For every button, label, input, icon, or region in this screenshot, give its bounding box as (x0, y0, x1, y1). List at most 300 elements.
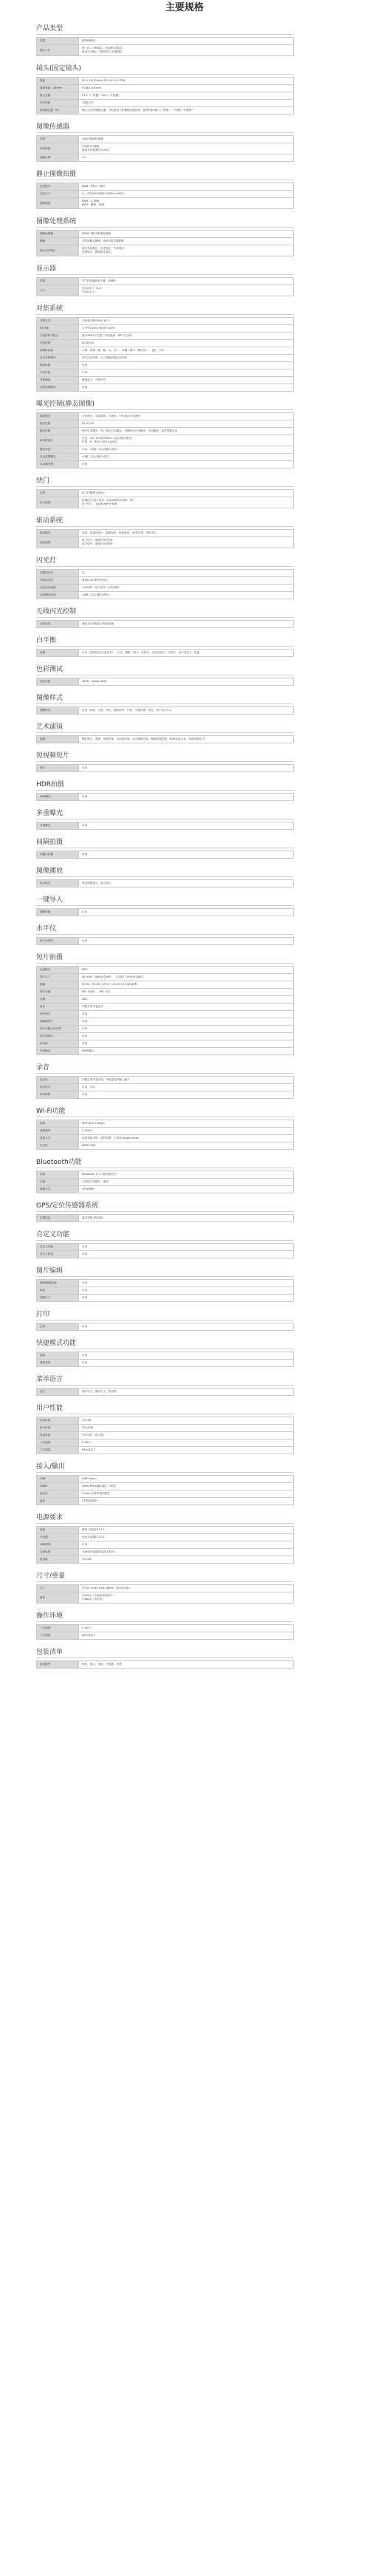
spec-key: USB供电 (37, 1541, 79, 1549)
spec-row (37, 794, 294, 801)
spec-value: RAW / JPEG / HEIF (79, 183, 294, 191)
spec-row (37, 183, 294, 191)
spec-value: 长时间曝光降噪、高ISO感光度降噪 (79, 238, 294, 245)
spec-row (37, 621, 294, 628)
spec-key: 色彩空间 (37, 678, 79, 686)
section-title: 显示器 (36, 265, 57, 273)
spec-key: 无线闪光 (37, 621, 79, 628)
spec-key: 打印 (37, 1323, 79, 1331)
section-divider (36, 905, 294, 906)
spec-value: 自动、手动 (79, 1084, 294, 1091)
spec-key: 类型 (37, 136, 79, 143)
spec-key: 自定义功能 (37, 1244, 79, 1251)
section-title: 静止图像拍摄 (36, 171, 77, 178)
spec-row (37, 1352, 294, 1360)
spec-value: 手动：±3级（以1/3级为单位） (79, 446, 294, 454)
spec-table (36, 1475, 294, 1505)
spec-value: 机械快门/电子前帘：1/4000秒至30秒、B门 电子快门：1/16000秒至30秒 (79, 497, 294, 508)
spec-key: 手动对焦 (37, 369, 79, 377)
spec-row (37, 1498, 294, 1505)
spec-value: 可用 (79, 938, 294, 945)
spec-key: 风声抑制 (37, 1091, 79, 1099)
spec-key: 可选择的对焦点 (37, 333, 79, 340)
spec-value: 1/250秒（电子前帘：1/250秒） (79, 585, 294, 592)
spec-table (36, 1323, 294, 1331)
spec-key: 图像质量 (37, 198, 79, 209)
spec-row (37, 100, 294, 107)
spec-value: 自动（氛围优先/白色优先）、日光、阴影、阴天、钨丝灯、白色荧光灯、闪光灯、用户自定义、色温 (79, 650, 294, 657)
spec-row (37, 938, 294, 945)
spec-row (37, 1360, 294, 1367)
section-divider (36, 761, 294, 762)
section-divider (36, 1581, 294, 1582)
spec-row (37, 1592, 294, 1604)
spec-table (36, 1417, 294, 1454)
spec-row (37, 1244, 294, 1251)
spec-row (37, 765, 294, 772)
spec-row (37, 822, 294, 830)
spec-value: 评价测光、局部测光、点测光、中央重点平均测光 (79, 413, 294, 420)
spec-row (37, 325, 294, 333)
spec-key: 降噪 (37, 238, 79, 245)
spec-table (36, 1243, 294, 1258)
spec-value: 约132.5×85.5×61.8mm（宽×高×深） (79, 1585, 294, 1592)
spec-row (37, 1323, 294, 1331)
section-title: 图像传感器 (36, 123, 70, 131)
spec-row (37, 413, 294, 420)
spec-key: 时间码 (37, 1040, 79, 1048)
spec-row (37, 1541, 294, 1549)
spec-row (37, 1490, 294, 1498)
spec-value: 可用 (79, 384, 294, 392)
spec-value: 3:2 (79, 154, 294, 162)
spec-key: 延时短片 (37, 1011, 79, 1018)
spec-value: 可用 (79, 1287, 294, 1295)
spec-row (37, 678, 294, 686)
spec-key: 工作温度 (37, 1439, 79, 1447)
spec-value: 无 (79, 570, 294, 577)
spec-value: 可用 (79, 1091, 294, 1099)
spec-key: 光学结构 (37, 100, 79, 107)
spec-value: 59.94 / 50.00 / 29.97 / 25.00 / 23.98 帧/秒 (79, 981, 294, 989)
section-divider (36, 409, 294, 410)
spec-key: 类型 (37, 278, 79, 285)
spec-key: 连接方式 (37, 1135, 79, 1142)
spec-key: 安全性 (37, 1142, 79, 1150)
spec-row (37, 420, 294, 428)
spec-key: 标准配件 (37, 1661, 79, 1669)
spec-value: Bluetooth 5.1（低功耗技术） (79, 1171, 294, 1179)
spec-value: 可用 (79, 1040, 294, 1048)
spec-key: 传输方式 (37, 1186, 79, 1193)
spec-table (36, 230, 294, 256)
spec-table (36, 529, 294, 548)
spec-row (37, 38, 294, 45)
spec-row (37, 454, 294, 461)
spec-key: 对焦包围曝光 (37, 384, 79, 392)
spec-value: 自动、ISO 100至32000（以1/3级为单位） 扩展：H（相当于ISO 51200） (79, 435, 294, 446)
spec-table (36, 678, 294, 686)
spec-key: HDMI (37, 1483, 79, 1490)
spec-key: 亮度范围 (37, 340, 79, 347)
spec-key: 记录尺寸 (37, 191, 79, 198)
spec-row (37, 996, 294, 1004)
section-title: 无线闪光控制 (36, 608, 77, 616)
spec-row (37, 446, 294, 454)
spec-value: 通过智能手机获取 (79, 1215, 294, 1222)
spec-table (36, 649, 294, 657)
spec-row (37, 967, 294, 974)
spec-row (37, 1476, 294, 1483)
spec-row (37, 136, 294, 143)
spec-key: 我的菜单 (37, 1360, 79, 1367)
spec-row (37, 851, 294, 859)
spec-row (37, 1549, 294, 1556)
spec-row (37, 78, 294, 85)
spec-table (36, 1584, 294, 1604)
spec-key: RAW图像处理 (37, 1280, 79, 1287)
spec-key: 驱动模式 (37, 530, 79, 537)
spec-key: 重量 (37, 1592, 79, 1604)
spec-value: 0-40°C (79, 1625, 294, 1632)
spec-table (36, 37, 294, 56)
section-divider (36, 617, 294, 618)
section-title: 电源要求 (36, 1514, 63, 1522)
spec-row (37, 45, 294, 56)
spec-value: 约370张（显示屏） (79, 1432, 294, 1439)
spec-value: 程序自动曝光、快门优先自动曝光、光圈优先自动曝光、手动曝光、场景智能自动 (79, 428, 294, 435)
spec-value: E3型遥控端子 (79, 1498, 294, 1505)
spec-value: 单次自动对焦、人工智能伺服自动对焦 (79, 355, 294, 362)
spec-table (36, 793, 294, 801)
spec-table (36, 764, 294, 772)
spec-key: 曝光补偿 (37, 446, 79, 454)
spec-value: 连接智能手机、遥控拍摄、上传至image.canon (79, 1135, 294, 1142)
spec-value: 可用 (79, 1033, 294, 1040)
spec-value: 可用 (79, 1244, 294, 1251)
spec-key: 影像稳定器（IS） (37, 107, 79, 115)
spec-key: 自定义按钮 (37, 1251, 79, 1258)
spec-row (37, 1128, 294, 1135)
spec-row (37, 537, 294, 548)
spec-row (37, 1251, 294, 1258)
spec-key: 工作湿度 (37, 1632, 79, 1640)
spec-row (37, 1447, 294, 1454)
section-title: 图像处理系统 (36, 218, 77, 225)
spec-key: 语言 (37, 1388, 79, 1396)
section-divider (36, 132, 294, 133)
spec-row (37, 362, 294, 369)
section-divider (36, 34, 294, 35)
spec-key: 对焦方式 (37, 318, 79, 325)
spec-value: EV-4至20 (79, 340, 294, 347)
spec-value: 电子控制焦平面快门 (79, 490, 294, 497)
section-divider (36, 790, 294, 791)
spec-row (37, 85, 294, 92)
spec-value: 85%或以下 (79, 1447, 294, 1454)
spec-key: 外部输出 (37, 1048, 79, 1055)
section-title: 包装清单 (36, 1649, 63, 1656)
spec-value: 数码照相机 (79, 38, 294, 45)
spec-table (36, 135, 294, 162)
spec-row (37, 278, 294, 285)
spec-key: 录音电平 (37, 1084, 79, 1091)
section-title: 产品类型 (36, 25, 63, 33)
section-title: 间隔拍摄 (36, 839, 63, 846)
spec-row (37, 989, 294, 996)
section-divider (36, 732, 294, 733)
spec-row (37, 92, 294, 100)
spec-row (37, 1186, 294, 1193)
section-divider (36, 1211, 294, 1212)
spec-key: 画幅比例 (37, 154, 79, 162)
section-title: 录音 (36, 1064, 50, 1071)
spec-row (37, 1018, 294, 1026)
spec-key: 图像处理器 (37, 231, 79, 238)
spec-table (36, 706, 294, 715)
spec-table (36, 1660, 294, 1669)
spec-row (37, 369, 294, 377)
spec-value: 可用 (79, 1295, 294, 1302)
spec-value: 周边光量校正、色差校正、失真校正、 衍射校正、数码镜头优化 (79, 245, 294, 256)
spec-key: 显示格式 (37, 880, 79, 887)
spec-value: 内置立体声麦克风 (79, 1004, 294, 1011)
spec-row (37, 377, 294, 384)
spec-sections (0, 24, 369, 1669)
spec-key: 类型 (37, 490, 79, 497)
spec-row (37, 107, 294, 115)
spec-key: 被摄体检测 (37, 347, 79, 355)
spec-row (37, 355, 294, 362)
section-title: 色彩测试 (36, 666, 63, 673)
spec-table (36, 277, 294, 296)
spec-key: 间隔定时器 (37, 851, 79, 859)
spec-key: 电池 (37, 1527, 79, 1534)
section-title: 图像样式 (36, 695, 63, 702)
spec-key: 帧频 (37, 981, 79, 989)
spec-table (36, 412, 294, 468)
spec-value: 13组17片 (79, 100, 294, 107)
spec-value: 可用 (79, 822, 294, 830)
spec-row (37, 1077, 294, 1084)
spec-row (37, 1120, 294, 1128)
section-title: 图像播放 (36, 868, 63, 875)
spec-value: 颗粒黑白、柔焦、鱼眼效果、水彩画效果、玩具相机效果、微缩景观效果、HDR标准艺术、HDR浓艳艺术 (79, 736, 294, 743)
section-title: 水平仪 (36, 925, 57, 933)
spec-key: 图像样式 (37, 707, 79, 715)
spec-table (36, 1526, 294, 1564)
spec-value: sRGB、Adobe RGB (79, 678, 294, 686)
spec-key: 短片伺服自动对焦 (37, 1026, 79, 1033)
spec-table (36, 1171, 294, 1193)
spec-value: 可用 (79, 1251, 294, 1258)
section-divider (36, 1073, 294, 1074)
spec-row (37, 736, 294, 743)
section-title: 白平衡 (36, 637, 57, 644)
section-divider (36, 646, 294, 647)
spec-value: 锂离子电池LP-E17 (79, 1527, 294, 1534)
spec-key: 镜头光学校正 (37, 245, 79, 256)
section-divider (36, 934, 294, 935)
spec-key: 自动曝光锁 (37, 461, 79, 468)
spec-row (37, 198, 294, 209)
section-title: Bluetooth功能 (36, 1159, 82, 1166)
spec-value: 大：约2400万像素（6000×4000） (79, 191, 294, 198)
spec-key: 速控 (37, 1352, 79, 1360)
spec-key: AF区域 (37, 325, 79, 333)
spec-key: 焦距 (37, 78, 79, 85)
spec-value: RF-S 18-150mm F3.5-6.3 IS STM (79, 78, 294, 85)
spec-table (36, 1624, 294, 1640)
spec-key: 对焦辅助 (37, 377, 79, 384)
spec-value: ±3级（以1/3级为单位） (79, 592, 294, 599)
spec-value: 水平约100%×垂直约100% (79, 325, 294, 333)
spec-value: EV-2至20 (79, 420, 294, 428)
spec-table (36, 966, 294, 1055)
spec-value: IEEE 802.11b/g/n (79, 1120, 294, 1128)
spec-value: 人物、动物（狗、猫、鸟、马）、车辆（赛车、摩托车）、飞机、火车 (79, 347, 294, 355)
spec-value: IPB（标准）、IPB（轻） (79, 989, 294, 996)
spec-value: 0-40°C (79, 1439, 294, 1447)
spec-row (37, 497, 294, 508)
spec-table (36, 1352, 294, 1367)
spec-value: 85%或以下 (79, 1632, 294, 1640)
spec-key: 遥控 (37, 1498, 79, 1505)
spec-row (37, 1432, 294, 1439)
section-title: 艺术滤镜 (36, 723, 63, 731)
spec-value: 交流电转接器套装ACK-E18 (79, 1549, 294, 1556)
spec-value: 可用 (79, 1018, 294, 1026)
spec-table (36, 1214, 294, 1222)
spec-value: HDMI输出 (79, 1048, 294, 1055)
spec-row (37, 1011, 294, 1018)
spec-value: 电池充电器LC-E17 (79, 1534, 294, 1541)
spec-key: HDR模式 (37, 794, 79, 801)
spec-value: 可用 (79, 362, 294, 369)
section-divider (36, 1472, 294, 1473)
spec-row (37, 974, 294, 981)
spec-row (37, 461, 294, 468)
spec-row (37, 585, 294, 592)
section-divider (36, 963, 294, 964)
spec-row (37, 1439, 294, 1447)
spec-row (37, 880, 294, 887)
spec-row (37, 592, 294, 599)
section-title: 打印 (36, 1311, 50, 1318)
spec-key: 麦克风 (37, 1077, 79, 1084)
spec-key: 测光范围 (37, 420, 79, 428)
spec-key: 启动时间 (37, 1417, 79, 1425)
spec-table (36, 822, 294, 830)
spec-row (37, 1215, 294, 1222)
spec-value: 2.4GHz (79, 1128, 294, 1135)
spec-key: 工作温度 (37, 1625, 79, 1632)
section-divider (36, 74, 294, 75)
spec-key: 传输频率 (37, 1128, 79, 1135)
spec-key: 充电器 (37, 1534, 79, 1541)
spec-row (37, 245, 294, 256)
spec-key: 曝光控制 (37, 428, 79, 435)
section-title: 对焦系统 (36, 305, 63, 313)
section-title: 操作环境 (36, 1612, 63, 1620)
spec-table (36, 620, 294, 628)
spec-value: 相机、镜头、电池、充电器、背带 (79, 1661, 294, 1669)
spec-table (36, 489, 294, 508)
spec-value: 约2.5W (79, 1556, 294, 1564)
spec-key: 自动对焦操作 (37, 355, 79, 362)
section-title: 驱动系统 (36, 517, 63, 525)
section-divider (36, 227, 294, 228)
spec-row (37, 1004, 294, 1011)
spec-value: 可用 (79, 1026, 294, 1033)
spec-value: 可用 (79, 1352, 294, 1360)
spec-table (36, 908, 294, 916)
spec-key: 耗电量 (37, 1556, 79, 1564)
spec-key: 短片数码IS (37, 1033, 79, 1040)
spec-row (37, 1142, 294, 1150)
spec-key: 功能 (37, 1179, 79, 1186)
spec-key: 记录格式 (37, 967, 79, 974)
spec-key: 短片压缩 (37, 989, 79, 996)
spec-key: 闪光曝光补偿 (37, 592, 79, 599)
spec-value: 约2420万像素 最高有效像素约2410万 (79, 143, 294, 154)
spec-key: 调整尺寸 (37, 1295, 79, 1302)
section-title: 菜单语言 (36, 1376, 63, 1383)
spec-value: 兼容EL/EX系列闪光灯 (79, 577, 294, 585)
spec-row (37, 231, 294, 238)
spec-row (37, 191, 294, 198)
spec-row (37, 143, 294, 154)
section-title: 短片拍摄 (36, 954, 63, 961)
spec-value: 可用 (79, 461, 294, 468)
spec-key: 标准 (37, 1171, 79, 1179)
spec-value: 全像素双核CMOS AF II (79, 318, 294, 325)
spec-value: 可用 (79, 851, 294, 859)
spec-value: 自动、标准、人像、风光、精致细节、中性、可靠设置、单色、用户定义1-3 (79, 707, 294, 715)
spec-key: 最大光圈 (37, 92, 79, 100)
spec-row (37, 1091, 294, 1099)
spec-key: USB (37, 1476, 79, 1483)
spec-value: 峰值显示、对焦向导 (79, 377, 294, 384)
spec-value: DIGIC X数字影像处理器 (79, 231, 294, 238)
spec-value: 3.5mm立体声迷你插孔 (79, 1490, 294, 1498)
spec-value: 简体中文、繁体中文、英语等 (79, 1388, 294, 1396)
section-title: 图片编辑 (36, 1267, 63, 1275)
section-divider (36, 486, 294, 487)
spec-row (37, 347, 294, 355)
spec-row (37, 570, 294, 577)
spec-row (37, 1661, 294, 1669)
spec-key: 快门速度 (37, 497, 79, 508)
spec-row (37, 981, 294, 989)
section-divider (36, 274, 294, 275)
spec-key: 短片尺寸 (37, 974, 79, 981)
spec-row (37, 650, 294, 657)
spec-value: RAW、C-RAW JPEG：精细、普通 (79, 198, 294, 209)
section-divider (36, 314, 294, 315)
spec-value: AAC (79, 996, 294, 1004)
spec-row (37, 318, 294, 325)
spec-row (37, 1632, 294, 1640)
spec-value: ±3级（以1/3级为单位） (79, 454, 294, 461)
spec-row (37, 1556, 294, 1564)
spec-value: 可用 (79, 1280, 294, 1287)
spec-value: 可用 (79, 1323, 294, 1331)
spec-row (37, 1625, 294, 1632)
section-title: 短视频短片 (36, 752, 70, 760)
spec-key: 滤镜 (37, 736, 79, 743)
spec-value: 约3.0英寸（3:2） 约104万点 (79, 285, 294, 296)
